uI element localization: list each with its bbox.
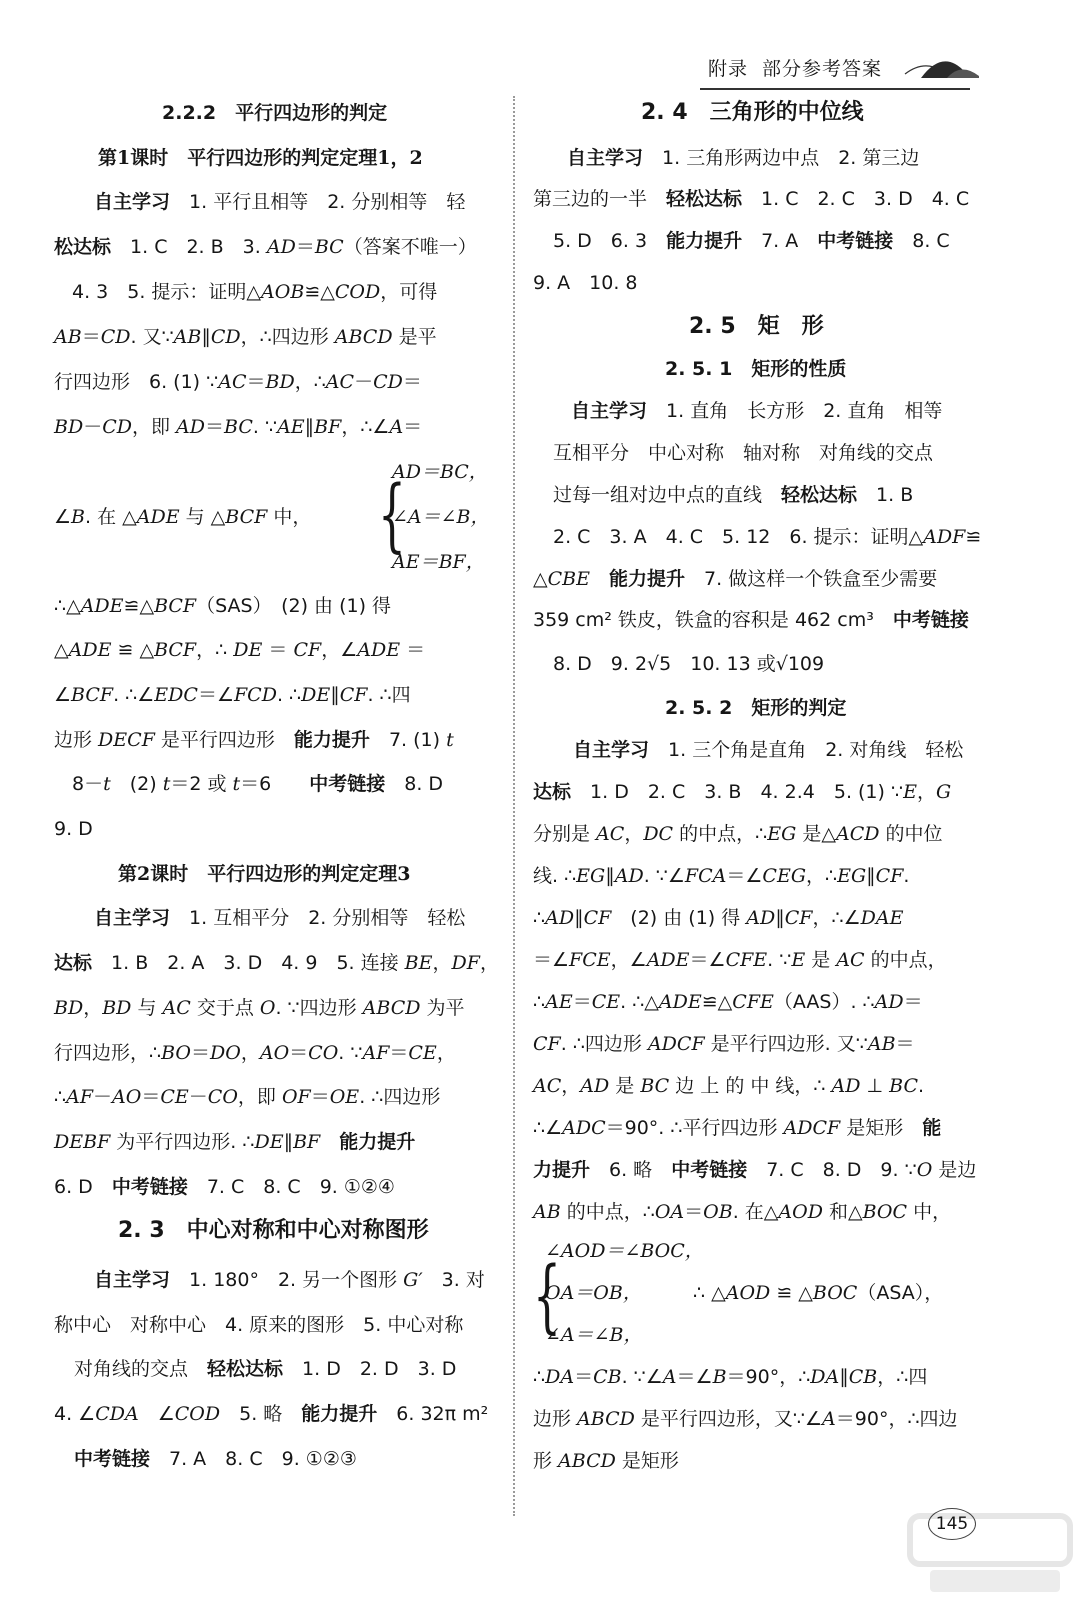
lesson-1-title: 第1课时 平行四边形的判定定理1，2 xyxy=(98,147,423,169)
answer-line: ∴∠ADC＝90°. ∴平行四边形 ADCF 是矩形 能 xyxy=(533,1117,942,1139)
answer-line: ∴DA＝CB. ∵∠A＝∠B＝90°，∴DA∥CB，∴四 xyxy=(533,1366,928,1388)
brace-condition: OA＝OB， xyxy=(545,1282,642,1304)
brace-condition: ∠AOD＝∠BOC， xyxy=(545,1240,704,1262)
answer-line: 称中心 对称中心 4. 原来的图形 5. 中心对称 xyxy=(54,1314,464,1336)
section-title-2-5-1: 2. 5. 1 矩形的性质 xyxy=(665,358,847,380)
answer-line: 过每一组对边中点的直线 轻松达标 1. B xyxy=(553,484,914,506)
answer-line: BD－CD，即 AD＝BC. ∵AE∥BF，∴∠A＝ xyxy=(54,416,423,438)
answer-line: 6. D 中考链接 7. C 8. C 9. ①②④ xyxy=(54,1176,395,1198)
answer-line: 行四边形 6. (1) ∵AC＝BD，∴AC－CD＝ xyxy=(54,371,422,393)
answer-line: 5. D 6. 3 能力提升 7. A 中考链接 8. C xyxy=(553,230,950,252)
answer-line: AB＝CD. 又∵AB∥CD，∴四边形 ABCD 是平 xyxy=(54,326,437,348)
condition-brace xyxy=(533,1236,704,1366)
answer-line: 达标 1. B 2. A 3. D 4. 9 5. 连接 BE，DF， xyxy=(54,952,499,974)
answer-line: 自主学习 1. 180° 2. 另一个图形 G′ 3. 对 xyxy=(94,1269,485,1291)
answer-line: 分别是 AC，DC 的中点，∴EG 是△ACD 的中位 xyxy=(533,823,943,845)
answer-line: BD，BD 与 AC 交于点 O. ∵四边形 ABCD 为平 xyxy=(54,997,465,1019)
answer-line: 边形 DECF 是平行四边形 能力提升 7. (1) t xyxy=(54,729,454,751)
brace-condition: ∠A＝∠B， xyxy=(392,506,490,528)
brace-symbol: { xyxy=(533,1249,561,1342)
answer-line: 8－t (2) t＝2 或 t＝6 中考链接 8. D xyxy=(72,773,444,795)
answer-line: 对角线的交点 轻松达标 1. D 2. D 3. D xyxy=(74,1358,457,1380)
answer-line: ∴ △AOD ≌ △BOC（ASA）， xyxy=(693,1282,944,1304)
answer-line: ∴AF－AO＝CE－CO，即 OF＝OE. ∴四边形 xyxy=(54,1086,441,1108)
answer-line: AB 的中点，∴OA＝OB. 在△AOD 和△BOC 中， xyxy=(533,1201,952,1223)
header-rule xyxy=(700,88,970,90)
answer-line: 自主学习 1. 三个角是直角 2. 对角线 轻松 xyxy=(573,739,964,761)
answer-line: ∠B. 在 △ADE 与 △BCF 中， xyxy=(54,506,312,528)
answer-line: 4. 3 5. 提示：证明△AOB≌△COD，可得 xyxy=(72,281,438,303)
answer-line: 第三边的一半 轻松达标 1. C 2. C 3. D 4. C xyxy=(533,188,970,210)
answer-line: 自主学习 1. 三角形两边中点 2. 第三边 xyxy=(567,147,920,169)
section-title-2-5: 2. 5 矩 形 xyxy=(689,314,824,339)
answer-line: ∴△ADE≌△BCF（SAS） (2) 由 (1) 得 xyxy=(54,595,392,617)
answer-line: 互相平分 中心对称 轴对称 对角线的交点 xyxy=(553,442,934,464)
answer-line: 9. D xyxy=(54,818,93,840)
answer-line: 松达标 1. C 2. B 3. AD＝BC（答案不唯一） xyxy=(54,236,477,258)
answer-line: 自主学习 1. 直角 长方形 2. 直角 相等 xyxy=(571,400,943,422)
brace-condition: AD＝BC， xyxy=(392,461,488,483)
header-appendix: 附录 xyxy=(708,58,749,80)
section-title-2-5-2: 2. 5. 2 矩形的判定 xyxy=(665,697,847,719)
answer-line: 行四边形，∴BO＝DO，AO＝CO. ∵AF＝CE， xyxy=(54,1042,456,1064)
brace-condition: AE＝BF， xyxy=(392,551,485,573)
answer-line: 边形 ABCD 是平行四边形，又∵∠A＝90°，∴四边 xyxy=(533,1408,958,1430)
answer-line: ＝∠FCE，∠ADE＝∠CFE. ∵E 是 AC 的中点， xyxy=(533,949,947,971)
answer-line: 8. D 9. 2√5 10. 13 或√109 xyxy=(553,653,825,675)
page-header xyxy=(708,50,978,86)
brace-condition: ∠A＝∠B， xyxy=(545,1324,643,1346)
answer-line: 线. ∴EG∥AD. ∵∠FCA＝∠CEG，∴EG∥CF. xyxy=(533,865,910,887)
section-title-2-4: 2. 4 三角形的中位线 xyxy=(641,100,864,125)
watermark-logo xyxy=(900,1508,1080,1598)
header-answers: 部分参考答案 xyxy=(762,58,883,80)
lesson-2-title: 第2课时 平行四边形的判定定理3 xyxy=(118,863,411,885)
answer-line: 达标 1. D 2. C 3. B 4. 2.4 5. (1) ∵E，G xyxy=(533,781,952,803)
answer-line: DEBF 为平行四边形. ∴DE∥BF 能力提升 xyxy=(54,1131,416,1153)
hills-icon xyxy=(903,52,983,82)
answer-line: 形 ABCD 是矩形 xyxy=(533,1450,679,1472)
page-number: 145 xyxy=(928,1508,976,1540)
answer-line: 359 cm² 铁皮，铁盒的容积是 462 cm³ 中考链接 xyxy=(533,609,969,631)
answer-line: 中考链接 7. A 8. C 9. ①②③ xyxy=(74,1448,357,1470)
answer-line: 自主学习 1. 互相平分 2. 分别相等 轻松 xyxy=(94,907,466,929)
answer-line: △CBE 能力提升 7. 做这样一个铁盒至少需要 xyxy=(533,568,938,590)
answer-line: 自主学习 1. 平行且相等 2. 分别相等 轻 xyxy=(94,191,466,213)
section-title-2-2-2: 2.2.2 平行四边形的判定 xyxy=(162,102,388,124)
answer-line: ∴AE＝CE. ∴△ADE≌△CFE（AAS）. ∴AD＝ xyxy=(533,991,923,1013)
brace-symbol: { xyxy=(378,468,406,561)
answer-line: ∠BCF. ∴∠EDC＝∠FCD. ∴DE∥CF. ∴四 xyxy=(54,684,411,706)
header-title xyxy=(708,54,882,81)
answer-line: 力提升 6. 略 中考链接 7. C 8. D 9. ∵O 是边 xyxy=(533,1159,977,1181)
section-title-2-3: 2. 3 中心对称和中心对称图形 xyxy=(118,1218,429,1243)
answer-line: AC，AD 是 BC 边 上 的 中 线，∴ AD ⊥ BC. xyxy=(533,1075,925,1097)
answer-line: 4. ∠CDA ∠COD 5. 略 能力提升 6. 32π m² xyxy=(54,1403,489,1425)
column-divider xyxy=(513,96,515,1516)
answer-line: 2. C 3. A 4. C 5. 12 6. 提示：证明△ADF≌ xyxy=(553,526,982,548)
condition-brace xyxy=(378,457,508,577)
answer-line: △ADE ≌ △BCF，∴ DE ＝ CF，∠ADE ＝ xyxy=(54,639,426,661)
answer-line: 9. A 10. 8 xyxy=(533,272,638,294)
answer-line: CF. ∴四边形 ADCF 是平行四边形. 又∵AB＝ xyxy=(533,1033,915,1055)
answer-line: ∴AD∥CF (2) 由 (1) 得 AD∥CF，∴∠DAE xyxy=(533,907,904,929)
